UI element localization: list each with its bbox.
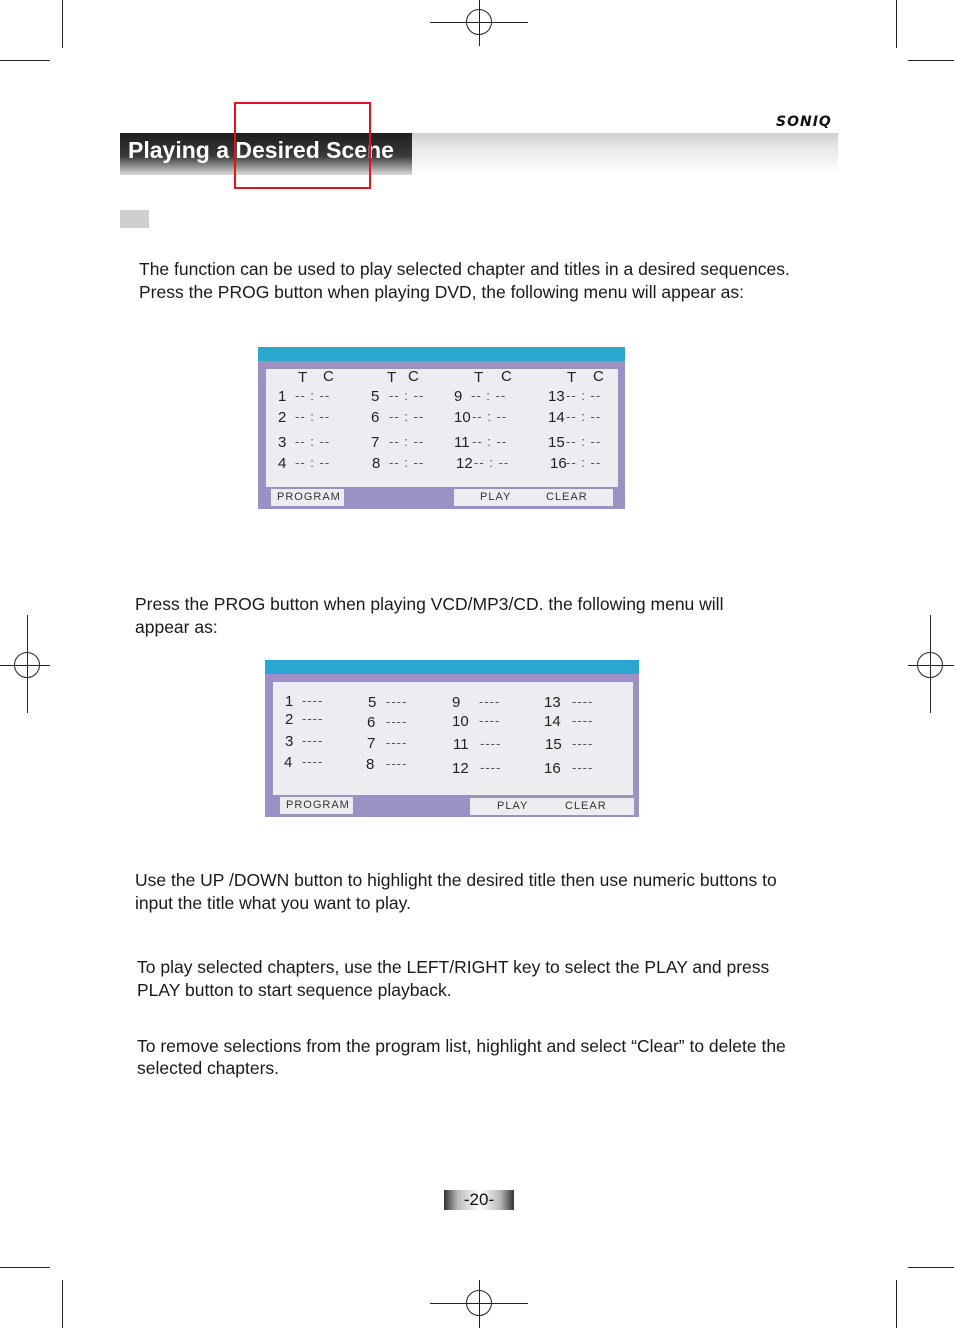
vcd-slot[interactable]: ----: [386, 714, 408, 729]
dvd-slot[interactable]: -- : --: [295, 388, 331, 403]
dvd-slot[interactable]: -- : --: [566, 455, 602, 470]
vcd-slot[interactable]: ----: [572, 736, 594, 751]
vcd-num: 15: [545, 736, 562, 753]
vcd-slot[interactable]: ----: [479, 694, 501, 709]
section-marker: [120, 210, 149, 228]
dvd-slot[interactable]: -- : --: [566, 434, 602, 449]
vcd-slot[interactable]: ----: [302, 711, 324, 726]
vcd-num: 14: [544, 713, 561, 730]
col2-c-header: C: [408, 368, 419, 385]
vcd-num: 13: [544, 694, 561, 711]
dvd-num: 6: [371, 409, 380, 426]
dvd-slot[interactable]: -- : --: [295, 434, 331, 449]
dvd-num: 2: [278, 409, 287, 426]
dvd-slot[interactable]: -- : --: [472, 409, 508, 424]
dvd-play-clear-bar: [454, 489, 613, 506]
vcd-num: 2: [285, 711, 294, 728]
vcd-num: 1: [285, 693, 294, 710]
dvd-program-label: PROGRAM: [277, 491, 341, 503]
dvd-slot[interactable]: -- : --: [472, 434, 508, 449]
vcd-program-menu: [265, 660, 639, 817]
dvd-clear-button[interactable]: CLEAR: [546, 491, 588, 503]
dvd-play-button[interactable]: PLAY: [480, 491, 512, 503]
vcd-num: 6: [367, 714, 376, 731]
highlight-box: [234, 102, 371, 189]
instruction-3-line-2: selected chapters.: [137, 1058, 280, 1078]
dvd-num: 3: [278, 434, 287, 451]
dvd-num: 8: [372, 455, 381, 472]
page-title: Playing a Desired Scene: [128, 137, 394, 163]
vcd-slot[interactable]: ----: [386, 694, 408, 709]
dvd-num: 4: [278, 455, 287, 472]
dvd-num: 7: [371, 434, 380, 451]
dvd-slot[interactable]: -- : --: [295, 455, 331, 470]
vcd-num: 16: [544, 760, 561, 777]
dvd-num: 15: [548, 434, 565, 451]
vcd-slot[interactable]: ----: [572, 694, 594, 709]
dvd-program-menu: [258, 347, 625, 509]
vcd-slot[interactable]: ----: [302, 754, 324, 769]
page-number: -20-: [444, 1190, 514, 1210]
instruction-2-line-1: To play selected chapters, use the LEFT/RIGHT key to select the PLAY and press: [137, 957, 770, 977]
col3-c-header: C: [501, 368, 512, 385]
dvd-slot[interactable]: -- : --: [566, 409, 602, 424]
instruction-1-line-1: Use the UP /DOWN button to highlight the desired title then use numeric buttons to: [135, 870, 777, 890]
intro-line-2: Press the PROG button when playing DVD, the following menu will appear as:: [139, 282, 745, 302]
vcd-play-button[interactable]: PLAY: [497, 800, 529, 812]
dvd-num: 1: [278, 388, 287, 405]
dvd-slot[interactable]: -- : --: [389, 434, 425, 449]
vcd-program-label: PROGRAM: [286, 799, 350, 811]
vcd-slot[interactable]: ----: [302, 733, 324, 748]
dvd-slot[interactable]: -- : --: [295, 409, 331, 424]
vcd-program-button[interactable]: [280, 797, 353, 814]
vcd-num: 10: [452, 713, 469, 730]
vcd-num: 4: [284, 754, 293, 771]
dvd-num: 5: [371, 388, 380, 405]
vcd-num: 7: [367, 735, 376, 752]
instruction-3-line-1: To remove selections from the program list, highlight and select “Clear” to delete the: [137, 1036, 786, 1056]
vcd-slot[interactable]: ----: [386, 756, 408, 771]
col1-t-header: T: [298, 369, 308, 386]
dvd-slot[interactable]: -- : --: [389, 409, 425, 424]
vcd-num: 9: [452, 694, 461, 711]
dvd-slot[interactable]: -- : --: [389, 388, 425, 403]
col4-t-header: T: [567, 369, 577, 386]
vcd-num: 5: [368, 694, 377, 711]
dvd-num: 14: [548, 409, 565, 426]
dvd-slot[interactable]: -- : --: [474, 455, 510, 470]
vcd-num: 12: [452, 760, 469, 777]
col3-t-header: T: [474, 369, 484, 386]
vcd-num: 8: [366, 756, 375, 773]
vcd-slot[interactable]: ----: [572, 713, 594, 728]
dvd-num: 9: [454, 388, 463, 405]
vcd-num: 11: [453, 736, 469, 753]
vcd-play-clear-bar: [470, 798, 634, 815]
vcd-slot[interactable]: ----: [302, 693, 324, 708]
dvd-slot[interactable]: -- : --: [471, 388, 507, 403]
vcd-clear-button[interactable]: CLEAR: [565, 800, 607, 812]
col2-t-header: T: [387, 369, 397, 386]
dvd-num: 16: [550, 455, 567, 472]
dvd-num: 11: [454, 434, 470, 451]
intro-line-1: The function can be used to play selected chapter and titles in a desired sequences.: [139, 259, 790, 279]
vcd-intro-line-1: Press the PROG button when playing VCD/MP3/CD. the following menu will: [135, 594, 724, 614]
instruction-1-line-2: input the title what you want to play.: [135, 893, 411, 913]
vcd-num: 3: [285, 733, 294, 750]
dvd-num: 12: [456, 455, 473, 472]
vcd-slot[interactable]: ----: [386, 735, 408, 750]
vcd-slot[interactable]: ----: [479, 713, 501, 728]
vcd-slot[interactable]: ----: [572, 760, 594, 775]
instruction-2-line-2: PLAY button to start sequence playback.: [137, 980, 452, 1000]
dvd-program-button[interactable]: [271, 489, 344, 506]
dvd-slot[interactable]: -- : --: [566, 388, 602, 403]
brand-logo: SONIQ: [776, 114, 832, 130]
col1-c-header: C: [323, 368, 334, 385]
dvd-slot[interactable]: -- : --: [389, 455, 425, 470]
vcd-slot[interactable]: ----: [480, 736, 502, 751]
vcd-intro-line-2: appear as:: [135, 617, 218, 637]
dvd-num: 10: [454, 409, 471, 426]
vcd-slot[interactable]: ----: [480, 760, 502, 775]
col4-c-header: C: [593, 368, 604, 385]
dvd-num: 13: [548, 388, 565, 405]
